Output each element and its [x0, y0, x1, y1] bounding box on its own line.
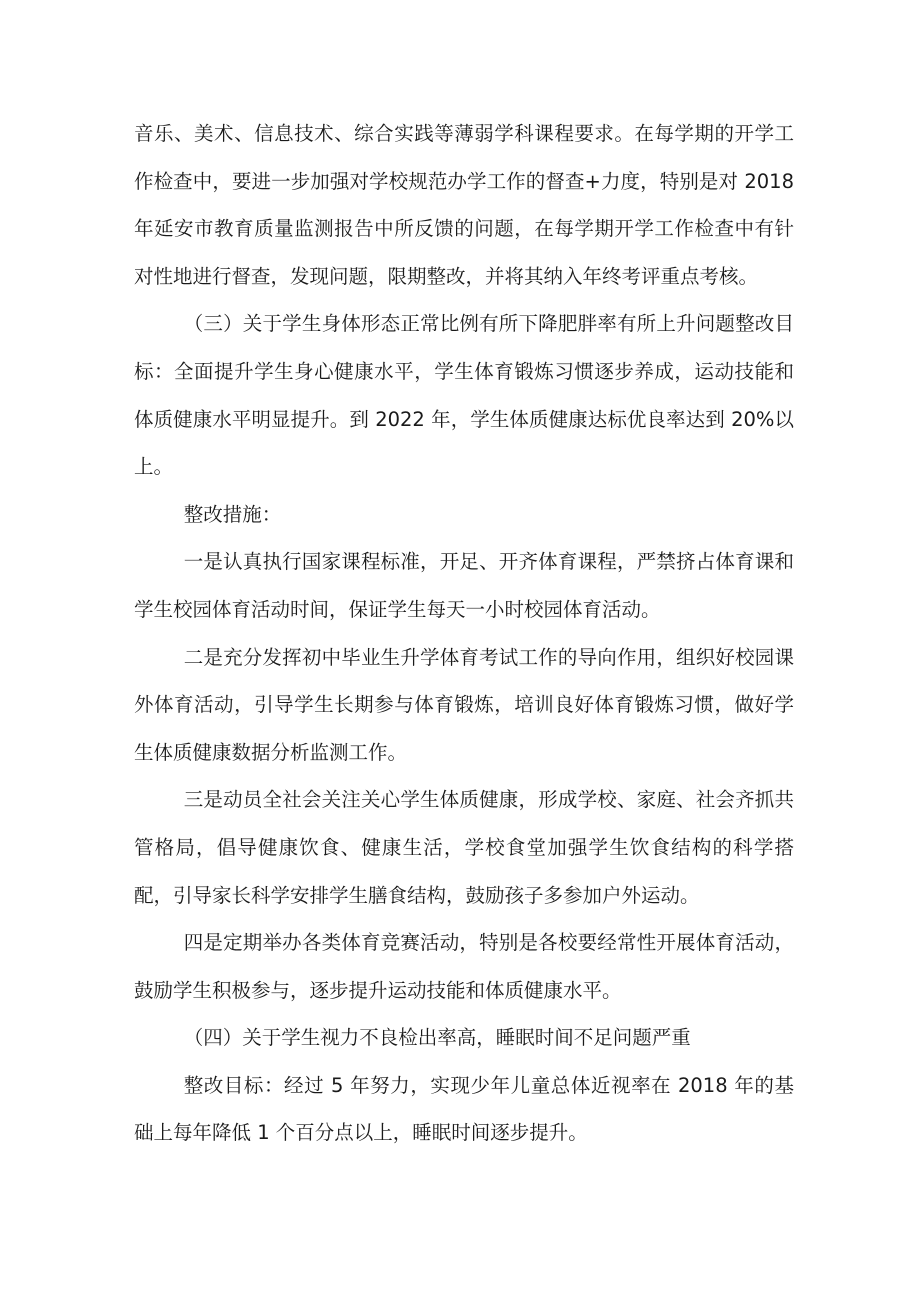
paragraph-measure-four: 四是定期举办各类体育竞赛活动，特别是各校要经常性开展体育活动，鼓励学生积极参与，逐步提升运动技能和体质健康水平。: [134, 931, 794, 1002]
paragraph-section-four-goal: 整改目标：经过 5 年努力，实现少年儿童总体近视率在 2018 年的基础上每年降低 1 个百分点以上，睡眠时间逐步提升。: [134, 1073, 794, 1145]
document-body: [134, 110, 794, 1157]
paragraph-measure-one: 一是认真执行国家课程标准，开足、开齐体育课程，严禁挤占体育课和学生校园体育活动时间，保证学生每天一小时校园体育活动。: [134, 550, 794, 621]
paragraph-measure-two: 二是充分发挥初中毕业生升学体育考试工作的导向作用，组织好校园课外体育活动，引导学生长期参与体育锻炼，培训良好体育锻炼习惯，做好学生体质健康数据分析监测工作。: [134, 645, 794, 764]
paragraph-continuation: 音乐、美术、信息技术、综合实践等薄弱学科课程要求。在每学期的开学工作检查中，要进一步加强对学校规范办学工作的督查+力度，特别是对 2018 年延安市教育质量监测报告中所反馈的问题，在每学期开学工作检查中有针对性地进行督查，发现问题，限期整改，并将其纳入年终考评重点考核。: [134, 122, 794, 288]
paragraph-section-four: （四）关于学生视力不良检出率高，睡眠时间不足问题严重: [183, 1026, 691, 1050]
paragraph-measures-heading: 整改措施：: [183, 502, 282, 526]
paragraph-measure-three: 三是动员全社会关注关心学生体质健康，形成学校、家庭、社会齐抓共管格局，倡导健康饮食、健康生活，学校食堂加强学生饮食结构的科学搭配，引导家长科学安排学生膳食结构，鼓励孩子多参加户外运动。: [134, 788, 794, 907]
paragraph-section-three: （三）关于学生身体形态正常比例有所下降肥胖率有所上升问题整改目标：全面提升学生身心健康水平，学生体育锻炼习惯逐步养成，运动技能和体质健康水平明显提升。到 2022 年，学生体质健康达标优良率达到 20%以上。: [134, 312, 794, 479]
